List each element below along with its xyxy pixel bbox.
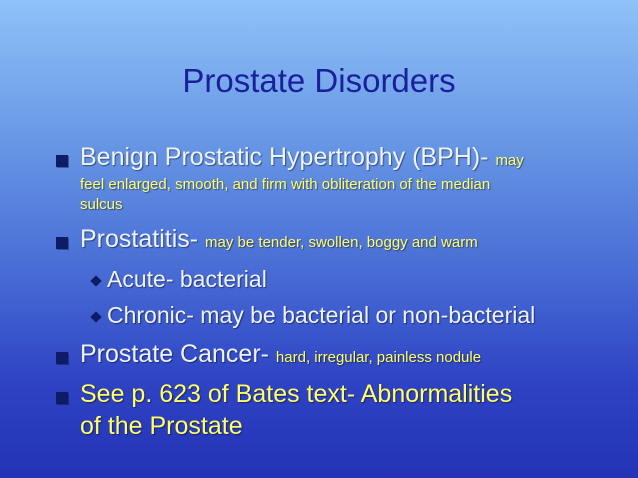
square-bullet-icon xyxy=(56,237,68,249)
square-bullet-icon xyxy=(56,392,68,404)
diamond-bullet-icon xyxy=(90,311,101,322)
bullet-detail-line: feel enlarged, smooth, and firm with obliteration of the median xyxy=(80,176,491,193)
square-bullet-icon xyxy=(56,352,68,364)
bullet-detail-text: may xyxy=(495,152,524,169)
bullet-bates-line: of the Prostate xyxy=(80,412,243,440)
sub-item-chronic: Chronic- may be bacterial or non-bacterial xyxy=(107,302,536,328)
bullet-main-text: Prostatitis- xyxy=(80,225,199,253)
sub-item-acute: Acute- bacterial xyxy=(107,266,267,292)
bullet-bates-line: See p. 623 of Bates text- Abnormalities xyxy=(80,380,513,408)
bullet-main-text: Benign Prostatic Hypertrophy (BPH)- xyxy=(80,143,489,171)
bullet-main-text: Prostate Cancer- xyxy=(80,340,269,368)
bullet-detail-line: sulcus xyxy=(80,196,123,213)
bullet-bph xyxy=(80,143,524,173)
bullet-cancer xyxy=(80,340,481,370)
diamond-bullet-icon xyxy=(90,275,101,286)
bullet-detail-text: may be tender, swollen, boggy and warm xyxy=(205,234,478,251)
square-bullet-icon xyxy=(56,155,68,167)
slide-title: Prostate Disorders xyxy=(182,62,456,99)
bullet-prostatitis xyxy=(80,225,478,255)
bullet-detail-text: hard, irregular, painless nodule xyxy=(275,349,482,366)
